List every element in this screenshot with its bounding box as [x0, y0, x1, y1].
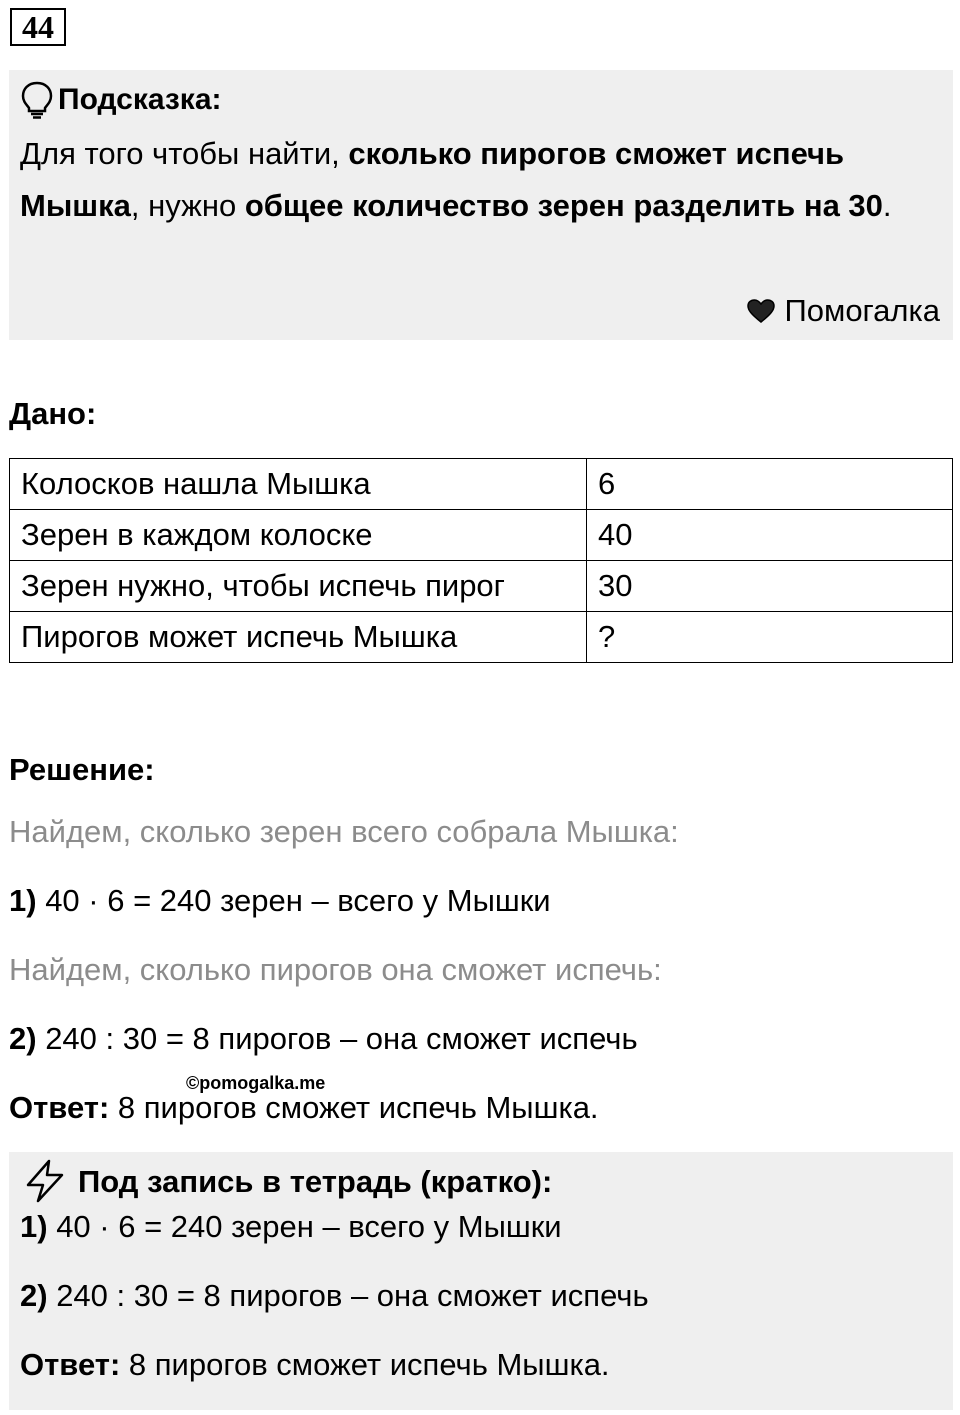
solution-step-2 [9, 1017, 638, 1061]
table-cell-value: 30 [587, 561, 953, 612]
lightbulb-icon [20, 80, 54, 120]
answer-text: 8 пирогов сможет испечь Мышка. [109, 1090, 599, 1125]
hint-text-bold: сколько пирогов сможет испечь Мышка [20, 136, 845, 223]
heart-icon [746, 298, 776, 324]
table-cell-label: Колосков нашла Мышка [10, 459, 587, 510]
answer-text: 8 пирогов сможет испечь Мышка. [120, 1347, 610, 1382]
hint-title: Подсказка: [58, 83, 222, 116]
solution-step-1 [9, 879, 551, 923]
step-text: 40 · 6 = 240 зерен – всего у Мышки [47, 1209, 562, 1244]
step-text: 40 · 6 = 240 зерен – всего у Мышки [36, 883, 551, 918]
table-cell-label: Зерен в каждом колоске [10, 510, 587, 561]
answer-label: Ответ: [20, 1347, 121, 1382]
table-row [10, 561, 953, 612]
step-text: 240 : 30 = 8 пирогов – она сможет испечь [36, 1021, 638, 1056]
table-cell-label: Пирогов может испечь Мышка [10, 612, 587, 663]
notes-title: Под запись в тетрадь (кратко): [78, 1164, 553, 1199]
lightning-icon [22, 1158, 68, 1204]
solution-comment-2: Найдем, сколько пирогов она сможет испечь: [9, 952, 662, 987]
table-row [10, 510, 953, 561]
notes-step-2 [20, 1274, 649, 1318]
brand-signature [746, 290, 940, 332]
table-cell-value: 6 [587, 459, 953, 510]
table-cell-value: ? [587, 612, 953, 663]
given-title: Дано: [9, 396, 97, 431]
watermark: ©pomogalka.me [186, 1073, 326, 1093]
table-cell-value: 40 [587, 510, 953, 561]
solution-comment-1: Найдем, сколько зерен всего собрала Мышка: [9, 814, 679, 849]
hint-text-bold: общее количество зерен разделить на 30 [244, 188, 883, 223]
table-row [10, 612, 953, 663]
notes-step-1 [20, 1205, 562, 1249]
brand-label: Помогалка [784, 293, 940, 328]
table-cell-label: Зерен нужно, чтобы испечь пирог [10, 561, 587, 612]
hint-text-part: . [882, 188, 892, 223]
step-number: 2) [20, 1278, 48, 1313]
hint-text [20, 128, 940, 232]
step-number: 1) [20, 1209, 48, 1244]
hint-text-part: Для того чтобы найти, [20, 136, 349, 171]
task-number: 44 [10, 8, 66, 46]
step-text: 240 : 30 = 8 пирогов – она сможет испечь [47, 1278, 649, 1313]
solution-title: Решение: [9, 752, 155, 787]
step-number: 2) [9, 1021, 37, 1056]
notes-answer [20, 1343, 610, 1387]
table-row [10, 459, 953, 510]
hint-text-part: , нужно [130, 188, 245, 223]
answer-label: Ответ: [9, 1090, 110, 1125]
given-table [9, 458, 953, 663]
step-number: 1) [9, 883, 37, 918]
